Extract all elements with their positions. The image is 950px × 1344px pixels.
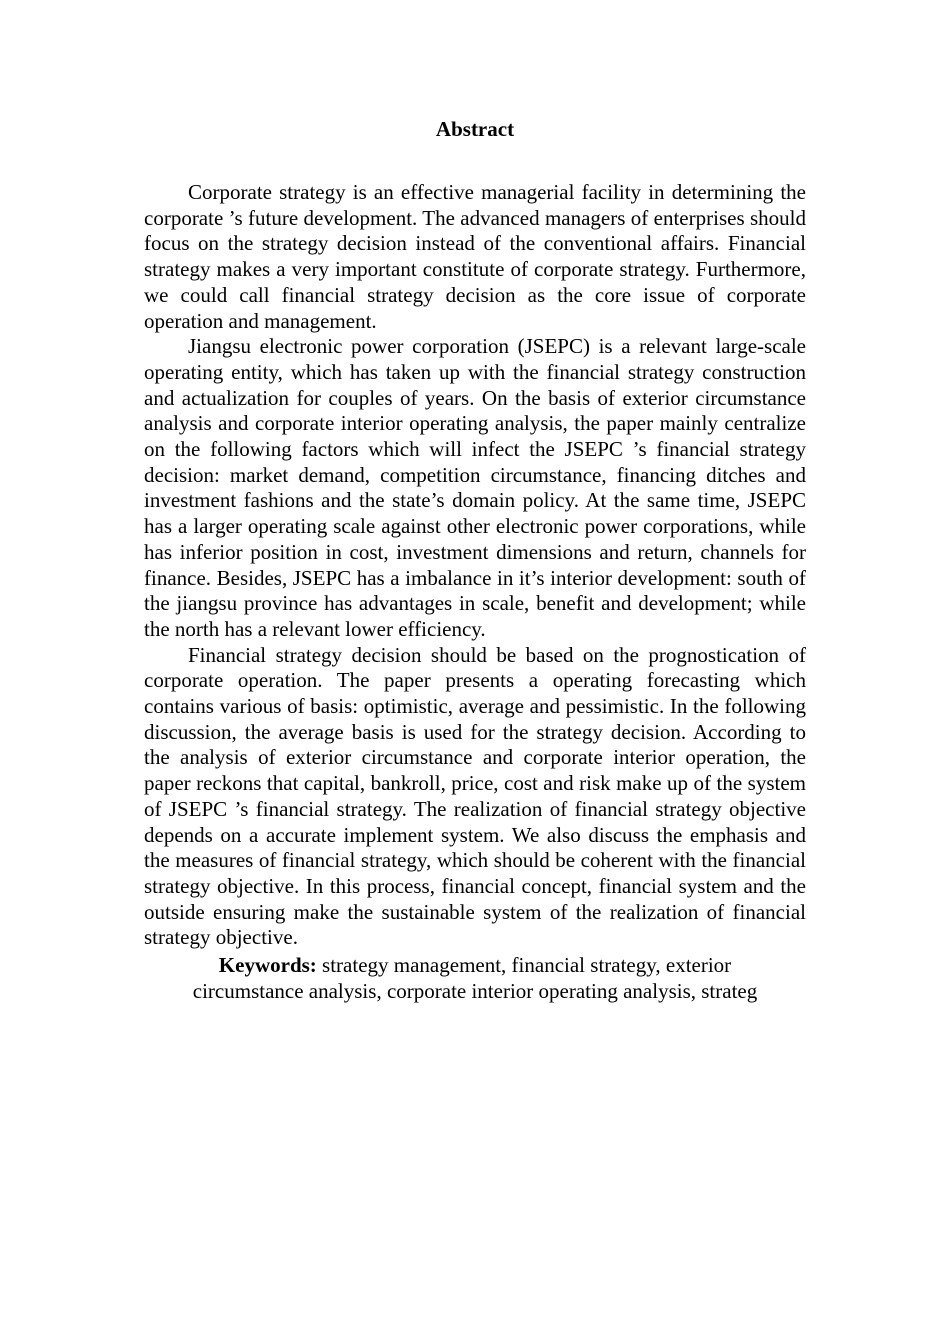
abstract-paragraph-1: Corporate strategy is an effective managerial facility in determining the corporate ’s future development. The advanced managers of enterprises should focus on the strategy decision instead of the conventional affairs. Financial strategy makes a very important constitute of corporate strategy. Furthermore, we could call financial strategy decision as the core issue of corporate operation and management. bbox=[144, 180, 806, 333]
keywords-line bbox=[144, 952, 806, 1004]
abstract-page bbox=[144, 114, 806, 1004]
keywords-label: Keywords bbox=[218, 953, 310, 978]
abstract-paragraph-2: Jiangsu electronic power corporation (JSEPC) is a relevant large-scale operating entity, which has taken up with the financial strategy construction and actualization for couples of years. On the basis of exterior circumstance analysis and corporate interior operating analysis, the paper mainly centralize on the following factors which will infect the JSEPC ’s financial strategy decision: market demand, competition circumstance, financing ditches and investment fashions and the state’s domain policy. At the same time, JSEPC has a larger operating scale against other electronic power corporations, while has inferior position in cost, investment dimensions and return, channels for finance. Besides, JSEPC has a imbalance in it’s interior development: south of the jiangsu province has advantages in scale, benefit and development; while the north has a relevant lower efficiency. bbox=[144, 334, 806, 641]
abstract-paragraph-3: Financial strategy decision should be based on the prognostication of corporate operation. The paper presents a operating forecasting which contains various of basis: optimistic, average and pessimistic. In the following discussion, the average basis is used for the strategy decision. According to the analysis of exterior circumstance and corporate interior operation, the paper reckons that capital, bankroll, price, cost and risk make up of the system of JSEPC ’s financial strategy. The realization of financial strategy objective depends on a accurate implement system. We also discuss the emphasis and the measures of financial strategy, which should be coherent with the financial strategy objective. In this process, financial concept, financial system and the outside ensuring make the sustainable system of the realization of financial strategy objective. bbox=[144, 642, 806, 950]
keywords-separator: : bbox=[309, 953, 317, 978]
keywords-text: strategy management, financial strategy, exterior circumstance analysis, corporate interior operating analysis, strateg bbox=[192, 953, 758, 1004]
abstract-title: Abstract bbox=[435, 117, 515, 141]
